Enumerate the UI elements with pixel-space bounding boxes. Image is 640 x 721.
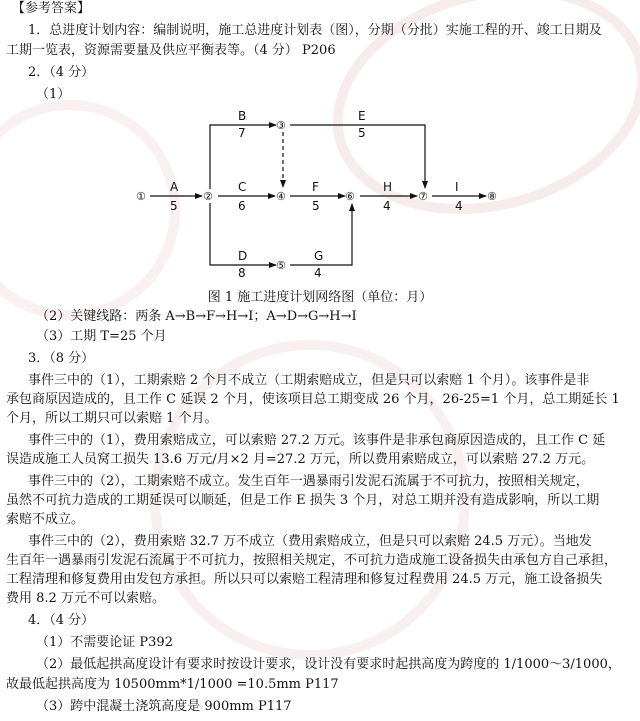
activity-E-name: E: [358, 109, 366, 123]
node-6: ⑥: [345, 190, 355, 203]
q4-sub1: （1）不需要论证 P392: [36, 635, 173, 650]
activity-B-duration: 7: [238, 126, 246, 140]
node-3: ③: [276, 119, 286, 132]
activity-A-duration: 5: [170, 199, 178, 213]
activity-C-name: C: [238, 180, 247, 194]
activity-F-duration: 5: [312, 199, 320, 213]
activity-A-name: A: [170, 180, 179, 194]
activity-G-duration: 4: [314, 266, 322, 280]
activity-G-name: G: [314, 249, 324, 263]
q3-p3-line: 事件三中的（2），工期索赔不成立。发生百年一遇暴雨引发泥石流属于不可抗力，按照相关规定，: [28, 474, 589, 489]
activity-D-name: D: [238, 249, 248, 263]
q1-line2: 工期一览表，资源需要量及供应平衡表等。（4 分） P206: [6, 43, 336, 58]
activity-H-name: H: [383, 180, 393, 194]
q4-sub2-line2: 故最低起拱高度为 10500mm*1/1000 =10.5mm P117: [6, 677, 339, 692]
q3-p1-line: 事件三中的（1），工期索赔 2 个月不成立（工期索赔成立，但是只可以索赔 1 个月）。该事件是非: [28, 373, 590, 388]
activity-C-duration: 6: [238, 199, 246, 213]
q2-sub3: （3）工期 T=25 个月: [36, 329, 167, 344]
activity-H-duration: 4: [383, 199, 391, 213]
node-1: ①: [136, 190, 146, 203]
network-diagram: [0, 100, 640, 290]
activity-E-duration: 5: [358, 126, 366, 140]
figure-caption: 图 1 施工进度计划网络图（单位：月）: [207, 290, 433, 305]
q4-sub3: （3）跨中混凝土浇筑高度是 900mm P117: [36, 699, 292, 714]
node-8: ⑧: [487, 190, 497, 203]
activity-I-name: I: [455, 180, 459, 194]
q2-heading: 2．（4 分）: [28, 65, 95, 80]
node-7: ⑦: [418, 190, 428, 203]
q3-p1-line: 个月，所以工期只可以索赔 1 个月。: [6, 411, 218, 426]
q3-p4-line: 事件三中的（2），费用索赔 32.7 万不成立（费用索赔成立，但是只可以索赔 24.5 万元）。当地发: [28, 534, 592, 549]
q4-heading: 4．（4 分）: [28, 613, 95, 628]
q4-sub2-line1: （2）最低起拱高度设计有要求时按设计要求，设计没有要求时起拱高度为跨度的 1/1000～3/1000，: [36, 657, 621, 672]
q2-sub2: （2）关键线路：两条 A→B→F→H→I；A→D→G→H→I: [36, 309, 357, 324]
activity-D-duration: 8: [238, 266, 246, 280]
q3-p3-line: 虽然不可抗力造成的工期延误可以顺延，但是工作 E 损失 3 个月，对总工期并没有造成影响，所以工期: [6, 493, 600, 508]
q1-line1: 1．总进度计划内容：编制说明，施工总进度计划表（图），分期（分批）实施工程的开、竣工日期及: [28, 23, 602, 38]
activity-I-duration: 4: [455, 199, 463, 213]
node-4: ④: [276, 190, 286, 203]
q3-p3-line: 索赔不成立。: [6, 512, 85, 527]
q3-p4-line: 工程清理和修复费用由发包方承担。所以只可以索赔工程清理和修复过程费用 24.5 万元，施工设备损失: [6, 572, 603, 587]
activity-B-name: B: [238, 109, 247, 123]
node-5: ⑤: [276, 259, 286, 272]
q3-p4-line: 生百年一遇暴雨引发泥石流属于不可抗力，按照相关规定，不可抗力造成施工设备损失由承包方自己承担，: [6, 553, 618, 568]
q3-p4-line: 费用 8.2 万元不可以索赔。: [6, 591, 165, 606]
q3-p2-line: 误造成施工人员窝工损失 13.6 万元/月×2 月=27.2 万元，所以费用索赔成立，可以索赔 27.2 万元。: [6, 452, 595, 467]
q3-heading: 3．（8 分）: [28, 351, 95, 366]
q3-p2-line: 事件三中的（1），费用索赔成立，可以索赔 27.2 万元。该事件是非承包商原因造成的，且工作 C 延: [28, 433, 606, 448]
q3-p1-line: 承包商原因造成的，且工作 C 延误 2 个月，使该项目总工期变成 26 个月，26-25=1 个月，总工期延长 1: [6, 392, 620, 407]
node-2: ②: [203, 190, 213, 203]
q2-sub1: （1）: [36, 87, 71, 102]
answer-header: 【参考答案】: [12, 1, 91, 16]
activity-F-name: F: [312, 180, 319, 194]
